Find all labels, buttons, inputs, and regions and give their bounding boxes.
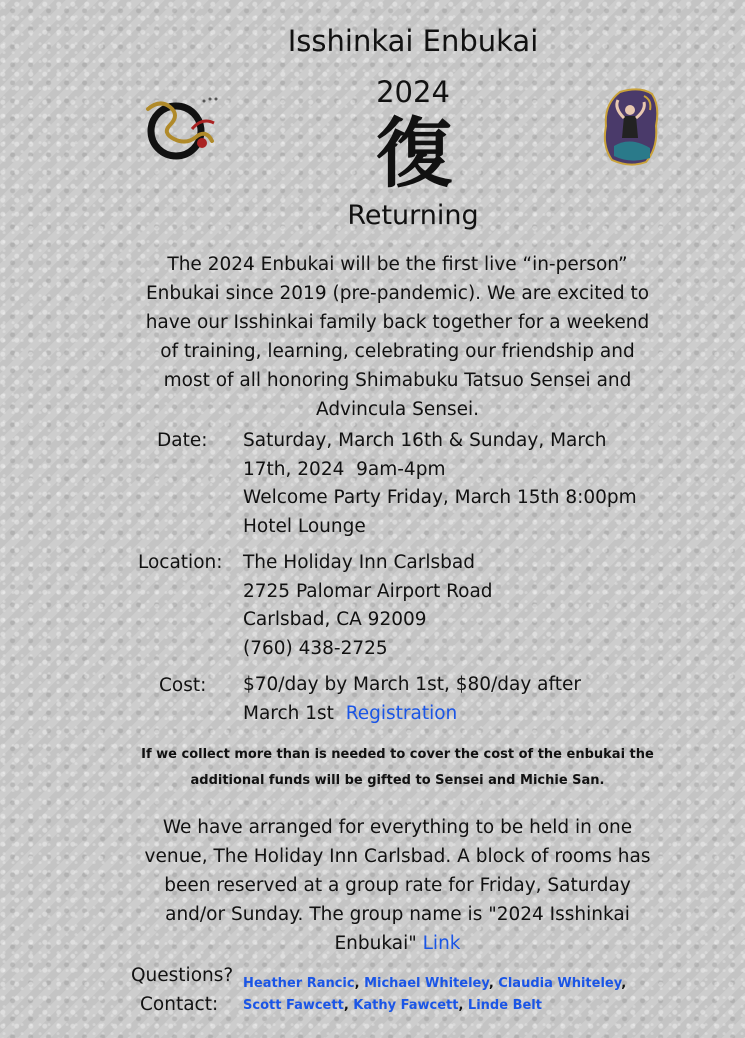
- kanji-character: 復: [376, 109, 452, 198]
- contact-link-linde-belt[interactable]: Linde Belt: [467, 998, 542, 1013]
- contact-link-claudia-whiteley[interactable]: Claudia Whiteley: [498, 976, 622, 991]
- cost-label: Cost:: [159, 675, 207, 696]
- cost-line-2: [243, 700, 663, 729]
- funds-note: If we collect more than is needed to cover the cost of the enbukai the additional funds will be gifted to Sensei and Michie San.: [141, 747, 654, 788]
- contact-line-2: Scott Fawcett, Kathy Fawcett, Linde Belt: [243, 998, 542, 1013]
- location-line-3: Carlsbad, CA 92009: [243, 609, 427, 631]
- contact-link-michael-whiteley[interactable]: Michael Whiteley: [364, 976, 489, 991]
- location-line-1: The Holiday Inn Carlsbad: [243, 552, 475, 573]
- contact-link-heather-rancic[interactable]: Heather Rancic: [243, 976, 355, 991]
- intro-paragraph: The 2024 Enbukai will be the first live “in-person” Enbukai since 2019 (pre-pandemic). We are excited to have our Isshinkai family back together for a weekend of training, learning, celebrating our friendship and most of all honoring Shimabuku Tatsuo Sensei and Advincula Sensei.: [145, 254, 650, 420]
- cost-value: [243, 671, 663, 728]
- date-label: Date:: [157, 430, 208, 451]
- cost-line-2-text: March 1st: [243, 702, 334, 724]
- date-line-3: Welcome Party Friday, March 15th 8:00pm: [243, 487, 637, 509]
- location-value: [243, 549, 663, 663]
- contact-list: [243, 973, 663, 1017]
- venue-link[interactable]: Link: [422, 933, 461, 954]
- location-line-4: (760) 438-2725: [243, 637, 388, 659]
- location-label: Location:: [138, 552, 223, 573]
- returning-heading: Returning: [347, 200, 479, 231]
- date-line-1: Saturday, March 16th & Sunday, March: [243, 430, 607, 451]
- contact-label: Contact:: [140, 994, 219, 1015]
- dragon-circle-logo-icon: [140, 93, 222, 163]
- venue-text: We have arranged for everything to be held in one venue, The Holiday Inn Carlsbad. A block of rooms has been reserved at a group rate for Friday, Saturday and/or Sunday. The group name is "2024 Isshinkai Enbukai": [144, 817, 651, 954]
- questions-label: Questions?: [131, 965, 234, 986]
- contact-link-kathy-fawcett[interactable]: Kathy Fawcett: [353, 998, 459, 1013]
- page-year: 2024: [376, 75, 450, 109]
- date-line-4: Hotel Lounge: [243, 515, 366, 537]
- contact-link-scott-fawcett[interactable]: Scott Fawcett: [243, 998, 344, 1013]
- contact-line-1: Heather Rancic, Michael Whiteley, Claudia Whiteley,: [243, 976, 627, 991]
- cost-line-1: $70/day by March 1st, $80/day after: [243, 674, 581, 695]
- venue-paragraph: [135, 813, 660, 958]
- date-line-2: 17th, 2024 9am-4pm: [243, 458, 446, 480]
- registration-link[interactable]: Registration: [345, 702, 458, 724]
- date-value: [243, 427, 673, 541]
- megami-goddess-image-icon: [600, 86, 662, 166]
- location-line-2: 2725 Palomar Airport Road: [243, 580, 493, 602]
- page-title: Isshinkai Enbukai: [287, 24, 539, 58]
